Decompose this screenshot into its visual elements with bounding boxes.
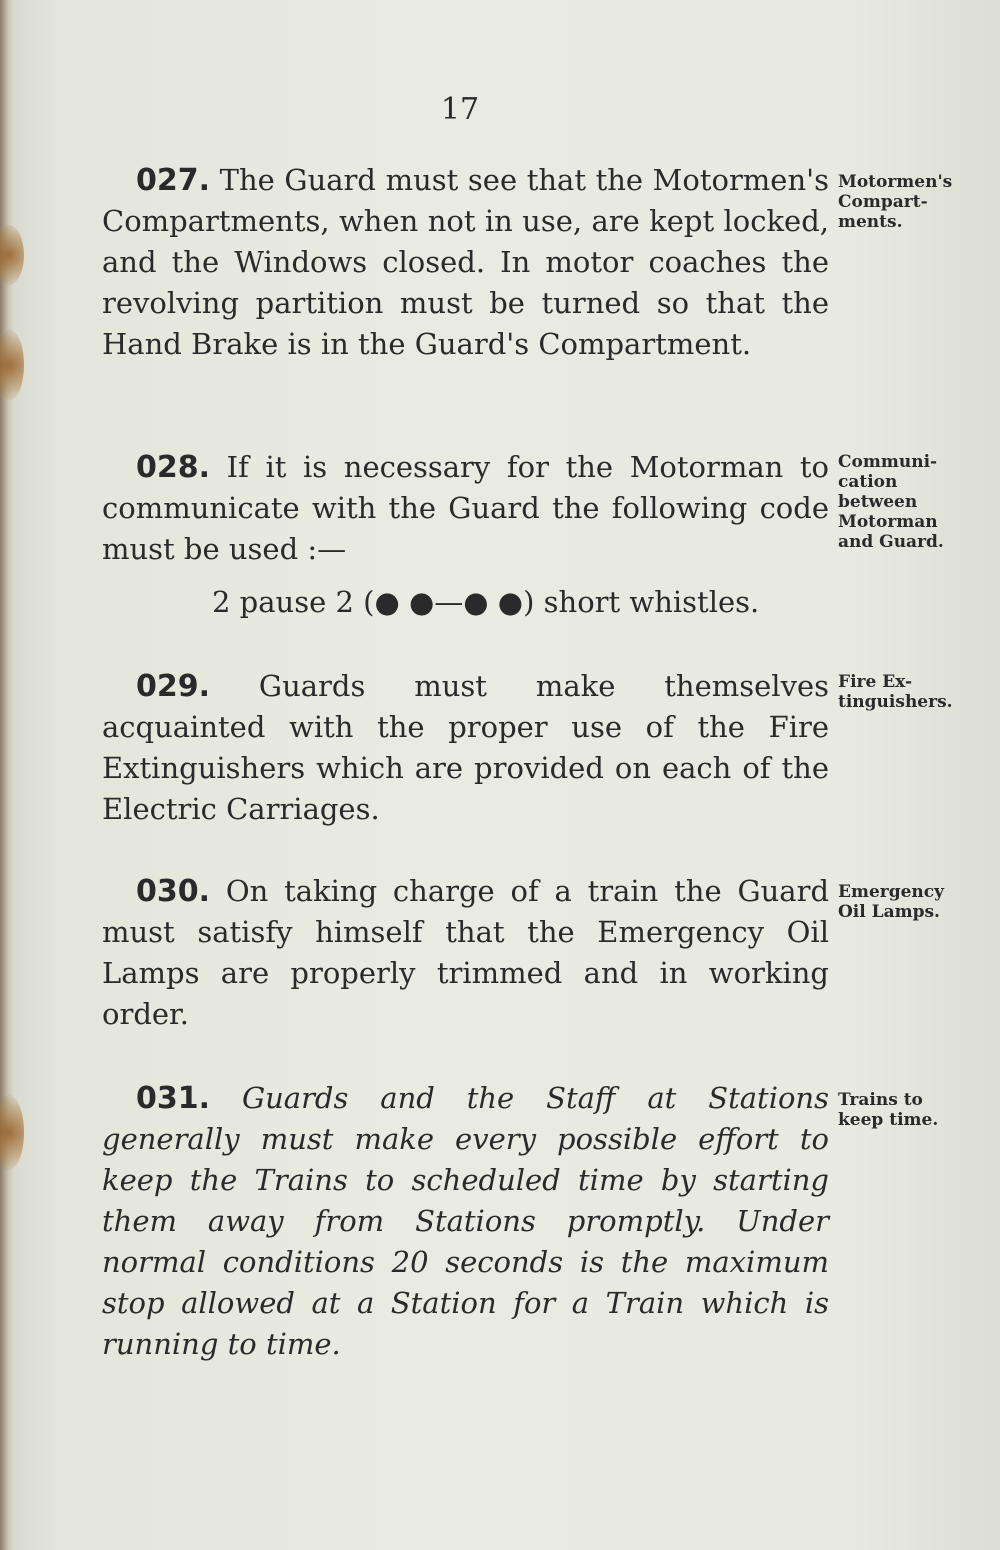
rule-paragraph-028 [102, 447, 829, 570]
margin-note-030: Emergency Oil Lamps. [838, 882, 945, 922]
rule-text: If it is necessary for the Motorman to communicate with the Guard the following code must be used :— [102, 450, 830, 566]
rule-number: 030. [136, 874, 211, 909]
margin-note-031: Trains to keep time. [838, 1090, 939, 1130]
rule-number: 027. [136, 163, 211, 198]
age-stain [0, 330, 24, 400]
rule-text: Guards and the Staff at Stations generally must make every possible effort to keep the Trains to scheduled time by starting them away from Stations promptly. Under normal conditions 20 seconds is the maximum stop allowed at a Station for a Train which is running to time. [102, 1081, 829, 1361]
rule-text: Guards must make themselves acquainted with the proper use of the Fire Extinguishers which are provided on each of the Electric Carriages. [102, 669, 829, 826]
rule-text: The Guard must see that the Motormen's Compartments, when not in use, are kept locked, and the Windows closed. In motor coaches the revolving partition must be turned so that the Hand Brake is in the Guard's Compartment. [102, 163, 830, 361]
page-number: 17 [440, 92, 480, 127]
age-stain [0, 1095, 24, 1170]
rule-number: 028. [136, 450, 211, 485]
rule-number: 031. [136, 1081, 211, 1116]
rule-text: On taking charge of a train the Guard must satisfy himself that the Emergency Oil Lamps are properly trimmed and in working order. [102, 874, 830, 1031]
rule-paragraph-027 [102, 160, 829, 365]
whistle-code: 2 pause 2 (● ●—● ●) short whistles. [212, 585, 760, 619]
rule-paragraph-030 [102, 871, 829, 1035]
margin-note-029: Fire Ex- tinguishers. [838, 672, 953, 712]
rule-paragraph-029 [102, 666, 829, 830]
margin-note-027: Motormen's Compart- ments. [838, 172, 953, 232]
margin-note-028: Communi- cation between Motorman and Guard. [838, 452, 944, 552]
rule-paragraph-031 [102, 1078, 829, 1365]
rule-number: 029. [136, 669, 211, 704]
age-stain [0, 225, 24, 285]
